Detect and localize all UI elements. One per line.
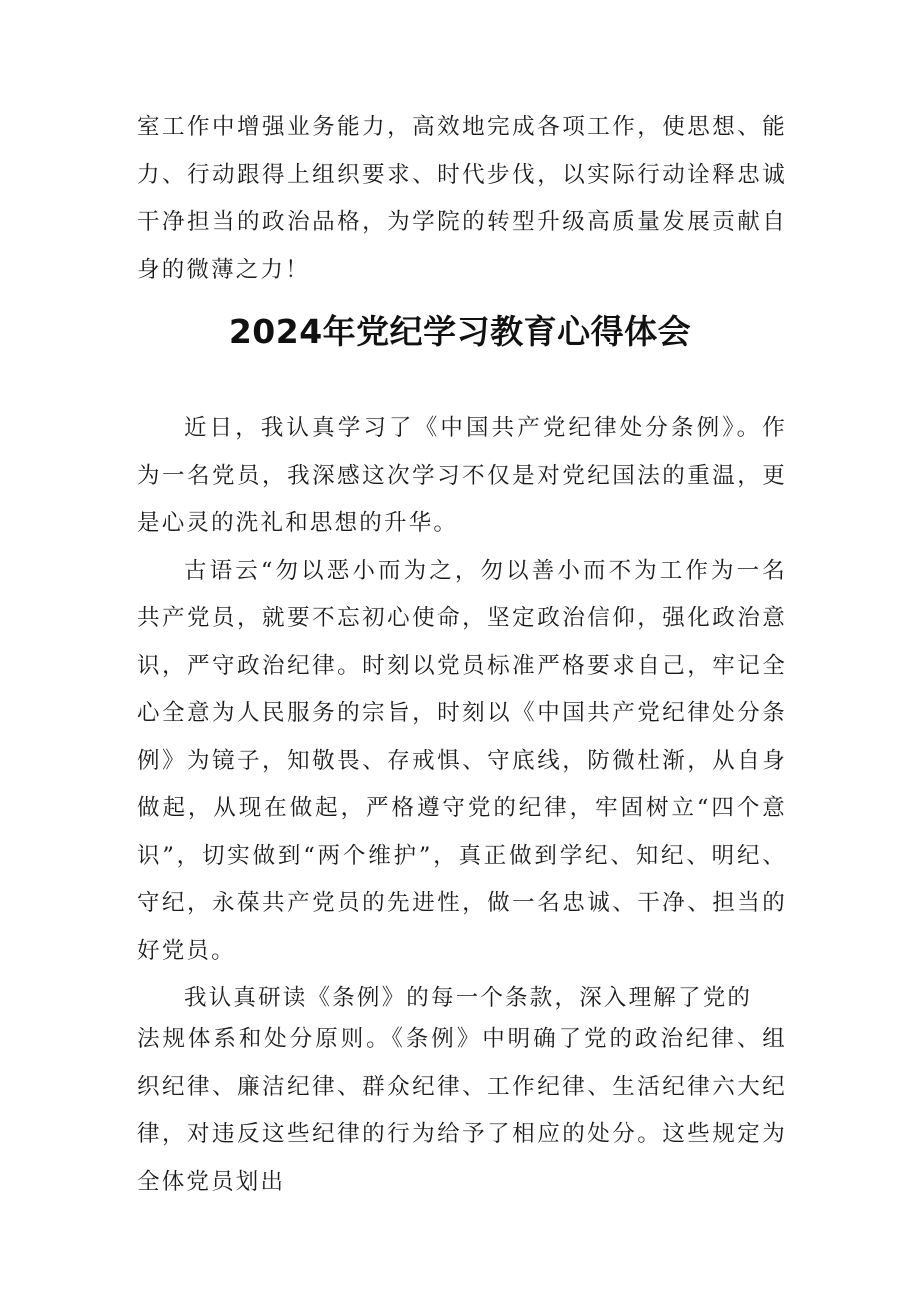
- page-title: 2024年党纪学习教育心得体会: [228, 312, 692, 351]
- bottom-paragraph: 法规体系和处分原则。《条例》中明确了党的政治纪律、组织纪律、廉洁纪律、群众纪律、工作纪律、生活纪律六大纪律，对违反这些纪律的行为给予了相应的处分。这些规定为全体党员划出: [137, 1026, 787, 1195]
- body-block: [137, 405, 787, 1023]
- body-paragraph-1: 近日，我认真学习了《中国共产党纪律处分条例》。作为一名党员，我深感这次学习不仅是对党纪国法的重温，更是心灵的洗礼和思想的升华。: [137, 415, 787, 536]
- continuation-paragraph: 室工作中增强业务能力，高效地完成各项工作，使思想、能力、行动跟得上组织要求、时代步伐，以实际行动诠释忠诚干净担当的政治品格，为学院的转型升级高质量发展贡献自身的微薄之力！: [137, 114, 787, 283]
- bottom-block: [137, 1016, 787, 1206]
- body-paragraph-3: 我认真研读《条例》的每一个条款，深入理解了党的: [184, 985, 753, 1011]
- body-paragraph-2: 古语云“勿以恶小而为之，勿以善小而不为工作为一名共产党员，就要不忘初心使命，坚定政治信仰，强化政治意识，严守政治纪律。时刻以党员标准严格要求自己，牢记全心全意为人民服务的宗旨，时刻以《中国共产党纪律处分条例》为镜子，知敬畏、存戒惧、守底线，防微杜渐，从自身做起，从现在做起，严格遵守党的纪律，牢固树立“四个意识”，切实做到“两个维护”，真正做到学纪、知纪、明纪、守纪，永葆共产党员的先进性，做一名忠诚、干净、担当的好党员。: [137, 557, 787, 964]
- continuation-block: [137, 104, 787, 294]
